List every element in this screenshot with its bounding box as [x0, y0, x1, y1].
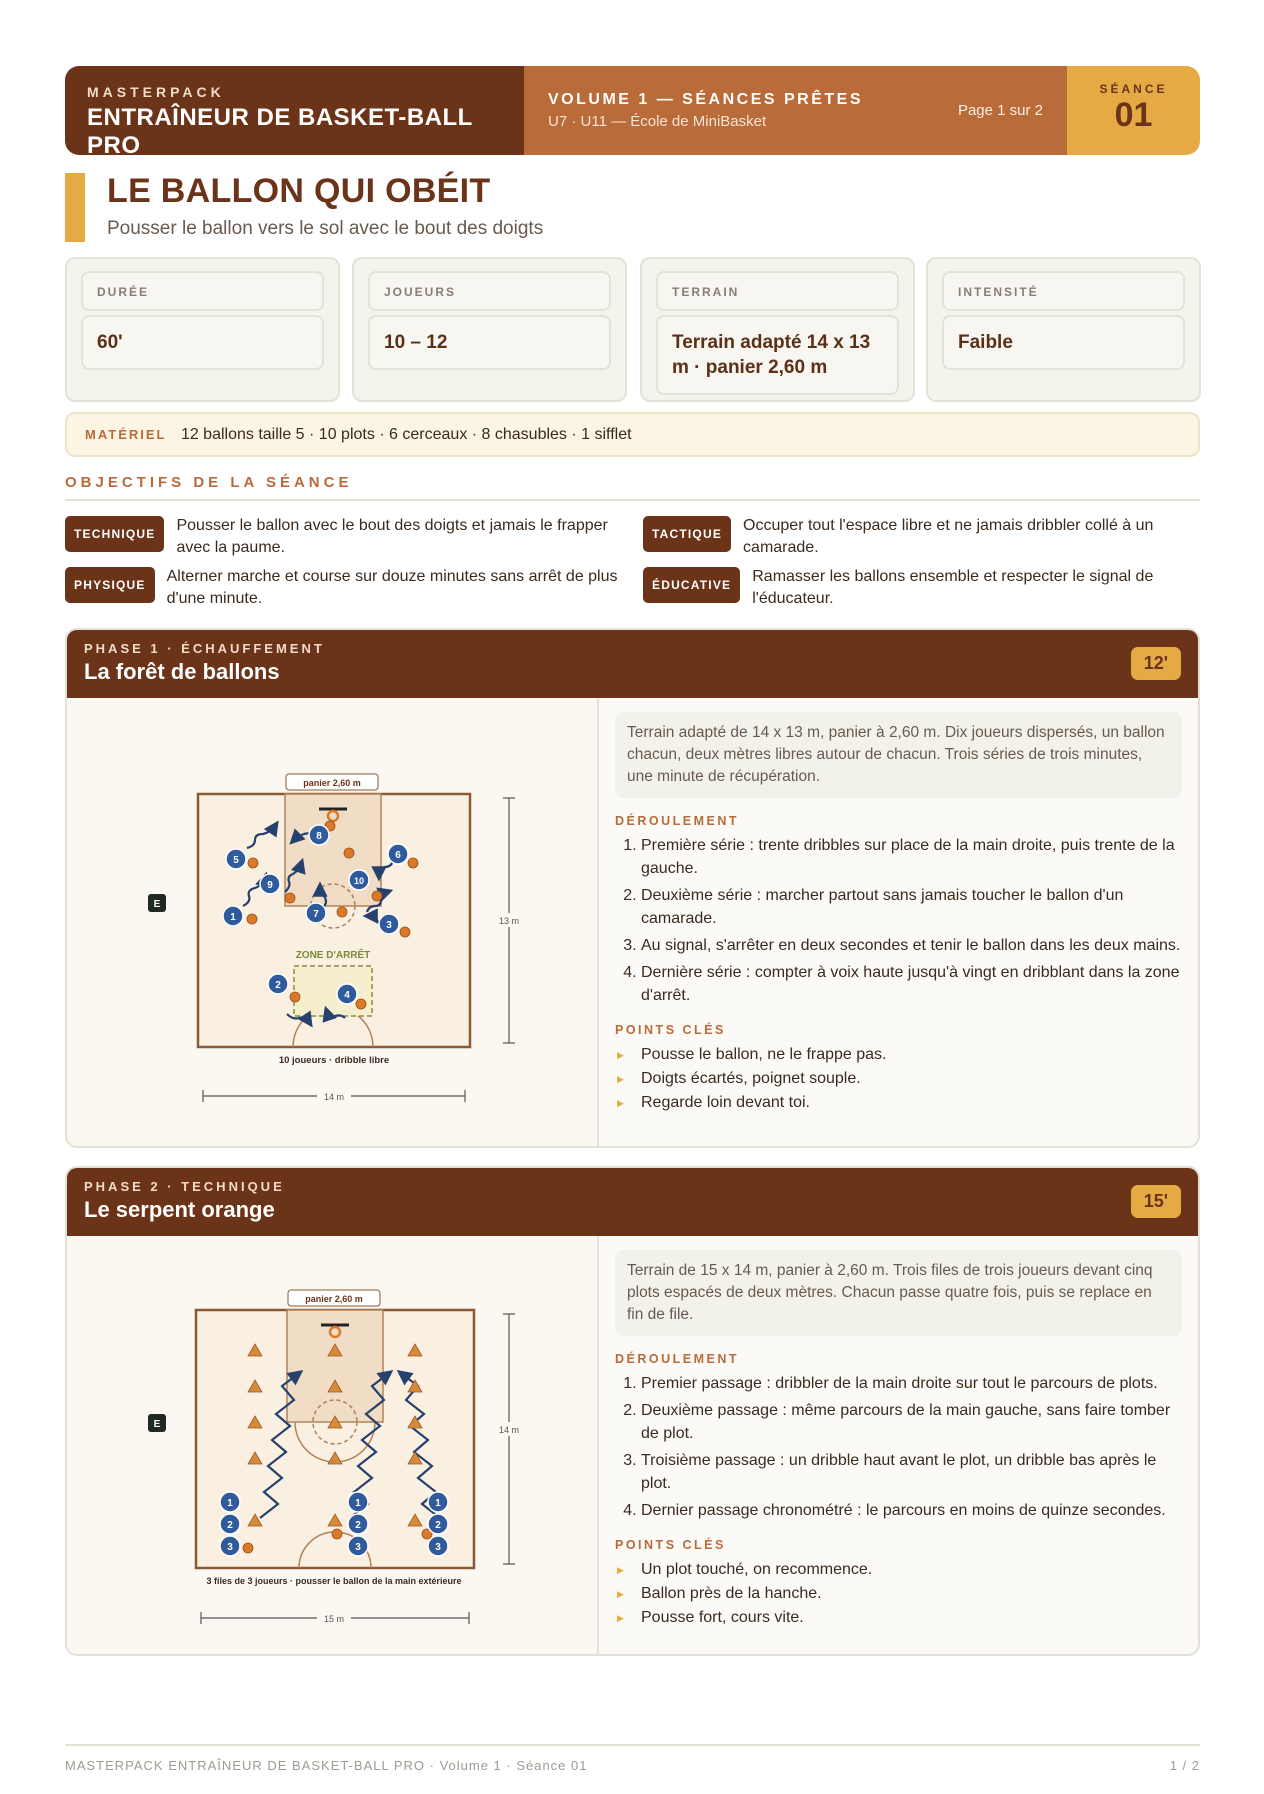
objectif-tactique	[643, 515, 1200, 559]
diagram-caption: 3 files de 3 joueurs · pousser le ballon de la main extérieure	[206, 1576, 462, 1586]
player-number: 2	[355, 1520, 361, 1531]
objectif-badge: TACTIQUE	[643, 516, 731, 552]
height-label: 13 m	[498, 916, 520, 926]
deroulement-label: DÉROULEMENT	[615, 1352, 740, 1366]
phase-duration-badge: 15'	[1131, 1185, 1181, 1218]
ball	[372, 891, 382, 901]
objectif-text: Occuper tout l'espace libre et ne jamais dribbler collé à un camarade.	[743, 517, 1154, 556]
points-cles-list	[615, 1558, 1182, 1630]
step-item: 3. Au signal, s'arrêter en deux secondes et tenir le ballon dans les deux mains.	[641, 934, 1182, 957]
page-subtitle: Pousser le ballon vers le sol avec le bout des doigts	[107, 218, 544, 239]
coach-label: E	[153, 1419, 161, 1430]
player-number: 9	[267, 880, 273, 891]
ball	[408, 858, 418, 868]
header-kicker: MASTERPACK	[87, 84, 225, 100]
player-number: 4	[344, 990, 350, 1001]
title-accent-bar	[65, 173, 85, 242]
header-seance	[1067, 66, 1200, 155]
seance-label: SÉANCE	[1099, 82, 1168, 96]
info-card-value: 60'	[81, 315, 324, 370]
width-label: 14 m	[323, 1092, 345, 1102]
objectif-badge: ÉDUCATIVE	[643, 567, 740, 603]
ball	[356, 999, 366, 1009]
player-number: 3	[386, 920, 392, 931]
player-number: 1	[355, 1498, 361, 1509]
footer-text: MASTERPACK ENTRAÎNEUR DE BASKET-BALL PRO · Volume 1 · Séance 01	[65, 1758, 588, 1773]
objectif-text: Ramasser les ballons ensemble et respecter le signal de l'éducateur.	[752, 568, 1154, 607]
player-number: 3	[227, 1542, 233, 1553]
info-card-value: Faible	[942, 315, 1185, 370]
ball	[337, 907, 347, 917]
key-point: ▶ Ballon près de la hanche.	[615, 1582, 1182, 1606]
phase-kicker: PHASE 2 · TECHNIQUE	[84, 1179, 285, 1194]
header-brand	[65, 66, 524, 155]
info-card-joueurs	[352, 257, 627, 402]
phase-name: Le serpent orange	[84, 1197, 275, 1222]
info-card-terrain	[640, 257, 915, 402]
ball	[248, 858, 258, 868]
footer-page-number: 1 / 2	[1169, 1758, 1200, 1773]
seance-number: 01	[1114, 96, 1153, 134]
player-number: 8	[316, 831, 322, 842]
player-number: 2	[435, 1520, 441, 1531]
objectif-text: Pousser le ballon avec le bout des doigts et jamais le frapper avec la paume.	[176, 517, 608, 556]
player-number: 7	[313, 909, 319, 920]
phase-duration-badge: 12'	[1131, 647, 1181, 680]
phase-text	[599, 1236, 1198, 1654]
coach-label: E	[153, 899, 161, 910]
points-cles-label: POINTS CLÉS	[615, 1538, 726, 1552]
phase-diagram	[67, 698, 599, 1146]
info-card-duree	[65, 257, 340, 402]
deroulement-list	[615, 834, 1182, 1007]
info-card-label: TERRAIN	[656, 271, 899, 311]
ball	[290, 992, 300, 1002]
width-label: 15 m	[323, 1614, 345, 1624]
height-label: 14 m	[498, 1425, 520, 1435]
ball	[344, 848, 354, 858]
phase-1-card	[65, 628, 1200, 1148]
phase-intro: Terrain adapté de 14 x 13 m, panier à 2,60 m. Dix joueurs dispersés, un ballon chacun, deux mètres libres autour de chacun. Trois séries de trois minutes, une minute de récupération.	[615, 712, 1182, 798]
step-item: 1. Premier passage : dribbler de la main droite sur tout le parcours de plots.	[641, 1372, 1182, 1395]
phase-body	[67, 698, 1198, 1146]
phase-text	[599, 698, 1198, 1146]
court-diagram-2	[67, 1236, 599, 1656]
phase-body	[67, 1236, 1198, 1654]
info-card-intensite	[926, 257, 1201, 402]
ball	[243, 1543, 253, 1553]
header-page-number: Page 1 sur 2	[957, 102, 1043, 119]
materiel-label: MATÉRIEL	[85, 427, 167, 442]
key-point: ▶ Regarde loin devant toi.	[615, 1091, 1182, 1115]
key-point: ▶ Pousse fort, cours vite.	[615, 1606, 1182, 1630]
key-point: ▶ Pousse le ballon, ne le frappe pas.	[615, 1043, 1182, 1067]
phase-name: La forêt de ballons	[84, 659, 280, 684]
points-cles-label: POINTS CLÉS	[615, 1023, 726, 1037]
key-point: ▶ Un plot touché, on recommence.	[615, 1558, 1182, 1582]
objectif-educative	[643, 566, 1200, 610]
step-item: 3. Troisième passage : un dribble haut avant le plot, un dribble bas après le plot.	[641, 1449, 1182, 1495]
court-diagram-1	[67, 698, 599, 1148]
player-number: 5	[233, 855, 239, 866]
player-number: 10	[353, 876, 365, 886]
objectif-technique	[65, 515, 625, 559]
info-card-label: DURÉE	[81, 271, 324, 311]
diagram-caption: 10 joueurs · dribble libre	[278, 1055, 390, 1066]
step-item: 4. Dernier passage chronométré : le parcours en moins de quinze secondes.	[641, 1499, 1182, 1522]
step-item: 4. Dernière série : compter à voix haute jusqu'à vingt en dribblant dans la zone d'arrêt.	[641, 961, 1182, 1007]
phase-kicker: PHASE 1 · ÉCHAUFFEMENT	[84, 641, 325, 656]
ball	[247, 914, 257, 924]
player-number: 1	[230, 912, 236, 923]
objectif-badge: PHYSIQUE	[65, 567, 155, 603]
basket-label: panier 2,60 m	[305, 1294, 363, 1304]
info-card-label: INTENSITÉ	[942, 271, 1185, 311]
deroulement-list	[615, 1372, 1182, 1522]
phase-intro: Terrain de 15 x 14 m, panier à 2,60 m. Trois files de trois joueurs devant cinq plots espacés de deux mètres. Chacun passe quatre fois, puis se replace en fin de file.	[615, 1250, 1182, 1336]
ball	[400, 927, 410, 937]
phase-header	[67, 1168, 1198, 1236]
objectifs-title: OBJECTIFS DE LA SÉANCE	[65, 474, 1200, 501]
ball	[285, 893, 295, 903]
player-number: 3	[355, 1542, 361, 1553]
key-point: ▶ Doigts écartés, poignet souple.	[615, 1067, 1182, 1091]
header-volume	[524, 66, 1067, 155]
phase-diagram	[67, 1236, 599, 1654]
deroulement-label: DÉROULEMENT	[615, 814, 740, 828]
objectif-text: Alterner marche et course sur douze minutes sans arrêt de plus d'une minute.	[166, 568, 618, 607]
step-item: 2. Deuxième passage : même parcours de la main gauche, sans faire tomber de plot.	[641, 1399, 1182, 1445]
info-card-value: Terrain adapté 14 x 13 m · panier 2,60 m	[656, 315, 899, 395]
player-number: 6	[395, 850, 401, 861]
header-volume-title: VOLUME 1 — SÉANCES PRÊTES	[548, 91, 863, 108]
phase-header	[67, 630, 1198, 698]
header-level: U7 · U11 — École de MiniBasket	[548, 113, 767, 130]
materiel-text: 12 ballons taille 5 · 10 plots · 6 cerceaux · 8 chasubles · 1 sifflet	[180, 426, 632, 443]
materiel-bar	[65, 412, 1200, 457]
info-card-value: 10 – 12	[368, 315, 611, 370]
points-cles-list	[615, 1043, 1182, 1115]
page-header	[65, 66, 1200, 155]
header-title: ENTRAÎNEUR DE BASKET-BALL PRO	[87, 104, 473, 155]
player-number: 1	[227, 1498, 233, 1509]
ball	[332, 1529, 342, 1539]
step-item: 1. Première série : trente dribbles sur place de la main droite, puis trente de la gauche.	[641, 834, 1182, 880]
objectif-physique	[65, 566, 625, 610]
objectif-badge: TECHNIQUE	[65, 516, 164, 552]
page-footer	[65, 1744, 1200, 1773]
step-item: 2. Deuxième série : marcher partout sans jamais toucher le ballon d'un camarade.	[641, 884, 1182, 930]
zone-label: ZONE D'ARRÊT	[295, 950, 371, 961]
player-number: 3	[435, 1542, 441, 1553]
page-title: LE BALLON QUI OBÉIT	[107, 172, 491, 210]
basket-label: panier 2,60 m	[303, 778, 361, 788]
player-number: 1	[435, 1498, 441, 1509]
phase-2-card	[65, 1166, 1200, 1656]
player-number: 2	[275, 980, 281, 991]
player-number: 2	[227, 1520, 233, 1531]
info-card-label: JOUEURS	[368, 271, 611, 311]
